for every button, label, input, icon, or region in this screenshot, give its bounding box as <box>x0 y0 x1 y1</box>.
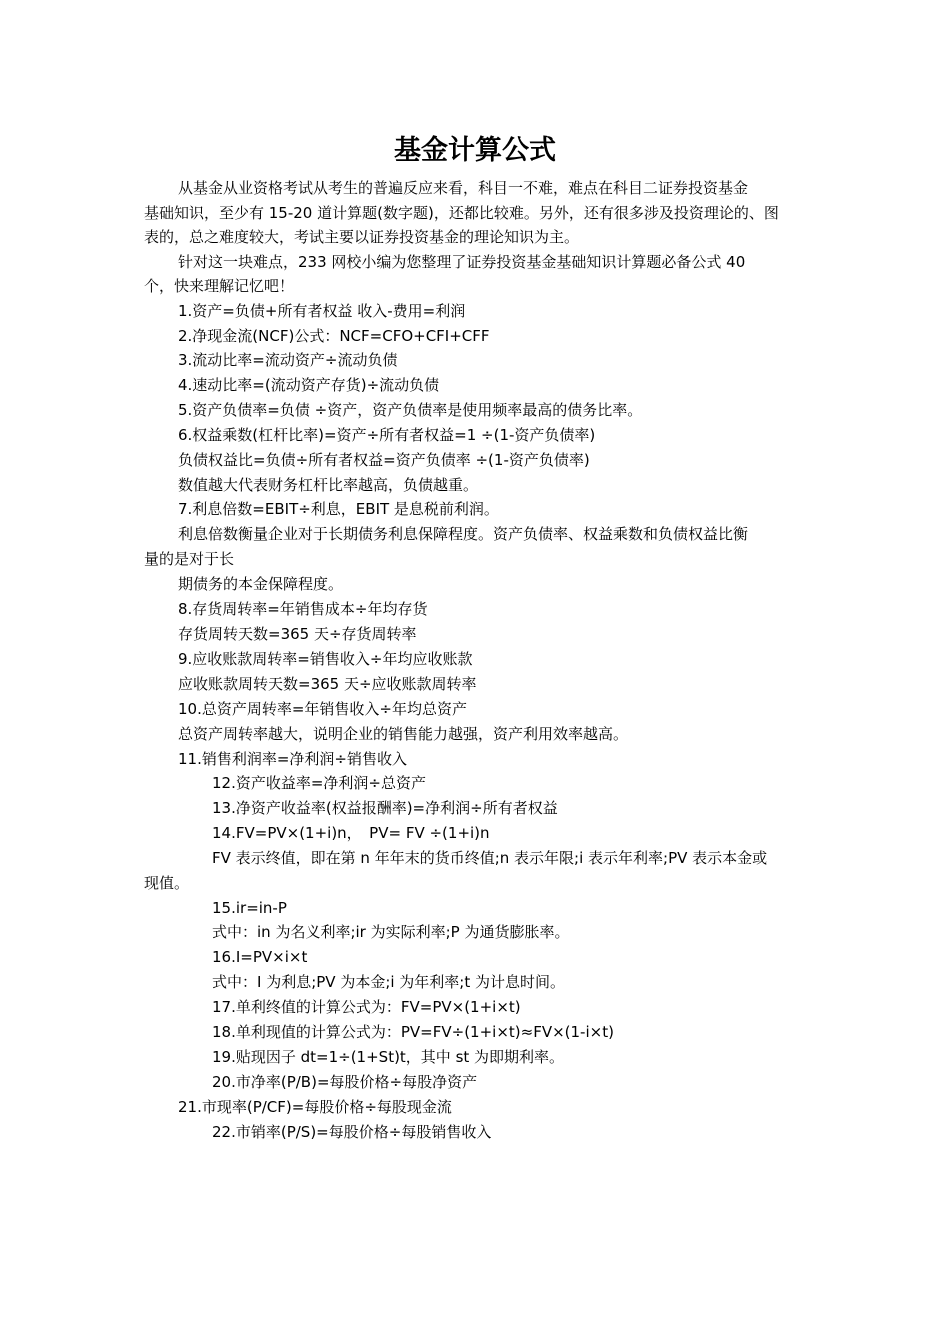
paragraph-line: 个，快来理解记忆吧！ <box>144 277 295 295</box>
formula-line: 17.单利终值的计算公式为：FV=PV×(1+i×t) <box>212 998 521 1016</box>
paragraph-line: 量的是对于长 <box>144 550 235 568</box>
paragraph-line: 式中：in 为名义利率;ir 为实际利率;P 为通货膨胀率。 <box>212 923 570 941</box>
paragraph-line: 数值越大代表财务杠杆比率越高，负债越重。 <box>178 476 479 494</box>
formula-line: 22.市销率(P/S)=每股价格÷每股销售收入 <box>212 1123 492 1141</box>
paragraph-line: 基础知识，至少有 15-20 道计算题(数字题)，还都比较难。另外，还有很多涉及投资理论的、图 <box>144 204 779 222</box>
formula-line: 1.资产=负债+所有者权益 收入-费用=利润 <box>178 302 466 320</box>
formula-line: 7.利息倍数=EBIT÷利息，EBIT 是息税前利润。 <box>178 500 499 518</box>
paragraph-line: 总资产周转率越大，说明企业的销售能力越强，资产利用效率越高。 <box>178 725 629 743</box>
formula-line: 2.净现金流(NCF)公式：NCF=CFO+CFI+CFF <box>178 327 490 345</box>
formula-line: 20.市净率(P/B)=每股价格÷每股净资产 <box>212 1073 478 1091</box>
formula-line: 应收账款周转天数=365 天÷应收账款周转率 <box>178 675 477 693</box>
formula-line: 10.总资产周转率=年销售收入÷年均总资产 <box>178 700 467 718</box>
paragraph-line: 从基金从业资格考试从考生的普遍反应来看，科目一不难，难点在科目二证券投资基金 <box>178 179 749 197</box>
formula-line: 11.销售利润率=净利润÷销售收入 <box>178 750 407 768</box>
paragraph-line: 表的，总之难度较大，考试主要以证券投资基金的理论知识为主。 <box>144 228 580 246</box>
formula-line: 21.市现率(P/CF)=每股价格÷每股现金流 <box>178 1098 452 1116</box>
paragraph-line: FV 表示终值，即在第 n 年年末的货币终值;n 表示年限;i 表示年利率;PV 表示本金或 <box>212 849 768 867</box>
paragraph-line: 针对这一块难点，233 网校小编为您整理了证券投资基金基础知识计算题必备公式 40 <box>178 253 746 271</box>
paragraph-line: 式中：I 为利息;PV 为本金;i 为年利率;t 为计息时间。 <box>212 973 566 991</box>
formula-line: 16.I=PV×i×t <box>212 948 308 966</box>
paragraph-line: 期债务的本金保障程度。 <box>178 575 344 593</box>
formula-line: 18.单利现值的计算公式为：PV=FV÷(1+i×t)≈FV×(1-i×t) <box>212 1023 614 1041</box>
formula-line: 14.FV=PV×(1+i)n， PV= FV ÷(1+i)n <box>212 824 490 842</box>
formula-line: 15.ir=in-P <box>212 899 287 917</box>
formula-line: 4.速动比率=(流动资产存货)÷流动负债 <box>178 376 440 394</box>
formula-line: 存货周转天数=365 天÷存货周转率 <box>178 625 417 643</box>
formula-line: 13.净资产收益率(权益报酬率)=净利润÷所有者权益 <box>212 799 558 817</box>
formula-line: 3.流动比率=流动资产÷流动负债 <box>178 351 398 369</box>
document-title: 基金计算公式 <box>394 135 556 166</box>
formula-line: 6.权益乘数(杠杆比率)=资产÷所有者权益=1 ÷(1-资产负债率) <box>178 426 596 444</box>
formula-line: 9.应收账款周转率=销售收入÷年均应收账款 <box>178 650 473 668</box>
paragraph-line: 利息倍数衡量企业对于长期债务利息保障程度。资产负债率、权益乘数和负债权益比衡 <box>178 525 749 543</box>
formula-line: 19.贴现因子 dt=1÷(1+St)t，其中 st 为即期利率。 <box>212 1048 565 1066</box>
formula-line: 5.资产负债率=负债 ÷资产，资产负债率是使用频率最高的债务比率。 <box>178 401 643 419</box>
formula-line: 负债权益比=负债÷所有者权益=资产负债率 ÷(1-资产负债率) <box>178 451 590 469</box>
formula-line: 12.资产收益率=净利润÷总资产 <box>212 774 426 792</box>
paragraph-line: 现值。 <box>144 874 190 892</box>
formula-line: 8.存货周转率=年销售成本÷年均存货 <box>178 600 428 618</box>
